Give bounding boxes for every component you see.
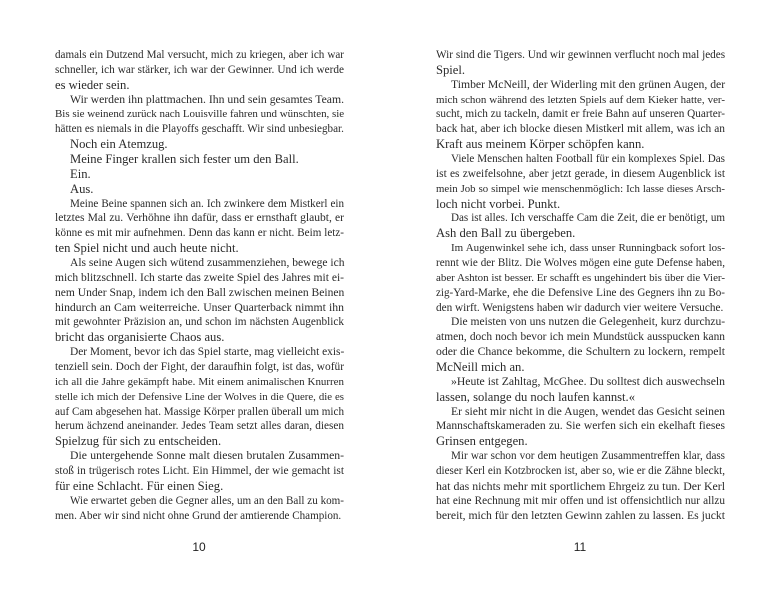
left-page-text bbox=[55, 48, 344, 524]
text-line: Spiel. bbox=[436, 62, 466, 77]
text-line: rennt wie der Blitz. Die Wolves mögen eine gute Defense haben, bbox=[436, 257, 725, 270]
paragraph bbox=[436, 315, 725, 374]
text-line: hindurch an Cam weiterreiche. Unser Quarterback nimmt ihn bbox=[55, 300, 344, 314]
text-line: ten Spiel nicht und auch heute nicht. bbox=[55, 241, 239, 256]
text-line: Der Moment, bevor ich das Spiel starte, mag vielleicht exis- bbox=[70, 346, 345, 359]
text-line: hätten es niemals in die Playoffs geschafft. Wir sind unbesiegbar. bbox=[55, 123, 344, 136]
text-line: Viele Menschen halten Football für ein komplexes Spiel. Das bbox=[451, 153, 725, 166]
text-line: zig-Yard-Marke, ehe die Defensive Line des Gegners ihn zu Bo- bbox=[436, 286, 725, 299]
text-line: stelle ich mich der Defensive Line der Wolves in die Quere, die es bbox=[55, 390, 344, 403]
paragraph bbox=[55, 449, 344, 494]
text-line: mein Job so simpel wie menschenmöglich: Ich lasse dieses Arsch- bbox=[436, 182, 725, 195]
text-line: hat das nichts mehr mit sportlichem Ehrgeiz zu tun. Der Kerl bbox=[436, 478, 725, 493]
text-line: hat eine Rechnung mit mir offen und ist offensichtlich nur allzu bbox=[436, 494, 725, 507]
text-line: Das ist alles. Ich verschaffe Cam die Zeit, die er benötigt, um bbox=[451, 212, 725, 225]
text-line: sucht, mich zu tackeln, damit er freie Bahn auf unseren Quarter- bbox=[436, 108, 726, 121]
text-line: Ein. bbox=[70, 166, 91, 181]
paragraph bbox=[55, 48, 344, 93]
text-line: Ash den Ball zu übergeben. bbox=[436, 226, 576, 241]
text-line: Mir war schon vor dem heutigen Zusammentreffen klar, dass bbox=[451, 450, 725, 463]
paragraph bbox=[55, 345, 344, 449]
paragraph bbox=[55, 256, 344, 345]
text-line: men. Aber wir sind nicht ohne Grund der amtierende Champion. bbox=[55, 509, 342, 522]
text-line: Als seine Augen sich wütend zusammenziehen, bewege ich bbox=[70, 257, 345, 270]
page-number-right: 11 bbox=[573, 540, 587, 554]
text-line: damals ein Dutzend Mal versucht, mich zu kriegen, aber ich war bbox=[55, 49, 344, 61]
text-line: Wie erwartet geben die Gegner alles, um an den Ball zu kom- bbox=[70, 494, 344, 507]
text-line: den wirft. Wenigstens haben wir dadurch vier weitere Versuche. bbox=[436, 301, 724, 314]
text-line: Grinsen entgegen. bbox=[436, 434, 528, 449]
text-line: Meine Finger krallen sich fester um den Ball. bbox=[70, 152, 299, 167]
paragraph bbox=[436, 211, 725, 241]
text-line: atmen, doch noch bevor ich mein Mundstück ausspucken kann bbox=[436, 331, 725, 344]
paragraph bbox=[55, 167, 344, 182]
text-line: Bis sie weinend zurück nach Louisville fahren und wünschten, sie bbox=[55, 108, 345, 121]
text-line: Die untergehende Sonne malt diesen brutalen Zusammen- bbox=[70, 449, 344, 463]
paragraph bbox=[436, 241, 725, 315]
text-line: ist es zweifelsohne, aber jetzt gerade, in diesem Augenblick ist bbox=[436, 167, 725, 180]
text-line: Wir werden ihn plattmachen. Ihn und sein gesamtes Team. bbox=[70, 92, 344, 106]
text-line: Im Augenwinkel sehe ich, dass unser Runningback sofort los- bbox=[451, 242, 725, 255]
text-line: loch nicht vorbei. Punkt. bbox=[436, 196, 561, 211]
text-line: mich schon während des letzten Spiels auf dem Kieker hatte, ver- bbox=[436, 93, 725, 106]
text-line: bereit, mich für den letzten Gewinn zahlen zu lassen. Es juckt bbox=[436, 508, 725, 522]
text-line: McNeill mich an. bbox=[436, 360, 525, 375]
paragraph bbox=[436, 449, 725, 523]
text-line: könne es mit mir aufnehmen. Denn das kann er nicht. Beim letz- bbox=[55, 227, 344, 240]
text-line: herum ächzend aneinander. Jedes Team setzt alles daran, diesen bbox=[55, 420, 344, 433]
text-line: Mannschaftskameraden zu. Sie werfen sich ein ekelhaft fieses bbox=[436, 420, 725, 433]
text-line: nem Under Snap, indem ich den Ball zwischen meinen Beinen bbox=[55, 286, 345, 299]
paragraph bbox=[55, 197, 344, 256]
text-line: tenziell sein. Doch der Fight, der daraufhin folgt, ist das, wofür bbox=[55, 361, 344, 374]
text-line: es wieder sein. bbox=[55, 77, 130, 92]
paragraph bbox=[55, 182, 344, 197]
text-line: mit gewohnter Präzision an, und schon im nächsten Augenblick bbox=[55, 316, 344, 329]
text-line: Er sieht mir nicht in die Augen, wendet das Gesicht seinen bbox=[451, 404, 725, 418]
paragraph bbox=[55, 93, 344, 138]
text-line: Aus. bbox=[70, 181, 94, 196]
paragraph bbox=[55, 152, 344, 167]
text-line: mich blitzschnell. Ich starte das zweite Spiel des Jahres mit ei- bbox=[55, 271, 344, 284]
text-line: Wir sind die Tigers. Und wir gewinnen verflucht noch mal jedes bbox=[436, 49, 726, 61]
text-line: dieser Kerl ein Kotzbrocken ist, aber so, wie er die Zähne bleckt, bbox=[436, 465, 725, 478]
text-line: Spielzug für sich zu entscheiden. bbox=[55, 434, 222, 449]
text-line: letztes Mal zu. Verhöhne ihn dafür, dass er ernsthaft glaubt, er bbox=[55, 212, 344, 225]
text-line: Noch ein Atemzug. bbox=[70, 137, 168, 152]
paragraph bbox=[55, 494, 344, 524]
text-line: back hat, aber ich blocke diesen Mistkerl mit allem, was ich an bbox=[436, 123, 725, 136]
text-line: »Heute ist Zahltag, McGhee. Du solltest dich auswechseln bbox=[451, 374, 725, 388]
paragraph bbox=[436, 152, 725, 211]
paragraph bbox=[436, 405, 725, 450]
text-line: Die meisten von uns nutzen die Gelegenheit, kurz durchzu- bbox=[451, 316, 726, 329]
paragraph bbox=[436, 78, 725, 152]
text-line: lassen, solange du noch laufen kannst.« bbox=[436, 389, 636, 404]
text-line: Meine Beine spannen sich an. Ich zwinkere dem Mistkerl ein bbox=[70, 197, 344, 210]
text-line: ich all die Jahre gekämpft habe. Mit einem animalischen Knurren bbox=[55, 375, 344, 388]
paragraph bbox=[436, 48, 725, 78]
text-line: bricht das organisierte Chaos aus. bbox=[55, 330, 225, 345]
text-line: oder die Chance bekomme, die Schultern zu lockern, rempelt bbox=[436, 345, 725, 359]
text-line: Timber McNeill, der Widerling mit den grünen Augen, der bbox=[451, 77, 726, 91]
paragraph bbox=[55, 137, 344, 152]
text-line: Kraft aus meinem Körper schöpfen kann. bbox=[436, 137, 645, 152]
paragraph bbox=[436, 375, 725, 405]
text-line: stoß in trügerisch rotes Licht. Ein Himmel, der wie gemacht ist bbox=[55, 465, 344, 478]
right-page-text bbox=[436, 48, 725, 524]
text-line: auf Cam abgesehen hat. Massige Körper prallen überall um mich bbox=[55, 405, 344, 418]
text-line: aber Ashton ist besser. Er schafft es ungehindert bis über die Vier- bbox=[436, 271, 725, 284]
text-line: für eine Schlacht. Für einen Sieg. bbox=[55, 478, 224, 493]
page-number-left: 10 bbox=[192, 540, 206, 554]
text-line: schneller, ich war stärker, ich war der Gewinner. Und ich werde bbox=[55, 63, 344, 76]
